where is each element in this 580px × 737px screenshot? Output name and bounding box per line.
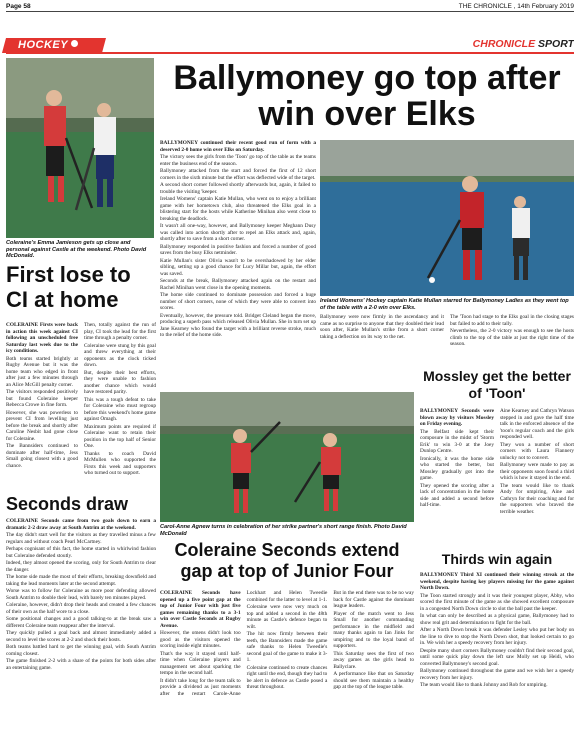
page-header-bar	[6, 2, 574, 12]
first-lose-paragraph: Thanks to coach David McMullen who supported the Firsts this week and supporters who turned out to support.	[84, 450, 156, 476]
main-story-paragraph: It wasn't all one-way, however, and Ballymoney keeper Meghann Dusy was called into action shortly after to repel an Elks attack and, again, shortly after to save from a short corner.	[160, 223, 316, 242]
main-story-paragraph: Ballymoney responded in positive fashion and forced a number of good saves from the busy Elks netminder.	[160, 243, 316, 256]
thirds-lead: BALLYMONEY Third XI continued their winning streak at the weekend, despite having key players missing for the game against North Down.	[420, 572, 574, 591]
coleraine-seconds-paragraph: But in the end there was to be no way back for Castle against the dominant league leaders.	[333, 590, 414, 609]
section-tab-label: HOCKEY	[18, 39, 69, 51]
coleraine-seconds-paragraph: Coleraine continued to create chances right until the end, though they had to be alert in defence as Castle posed a threat throughout.	[246, 664, 328, 690]
main-story-paragraph: Ballymoney attacked from the start and forced the first of 12 short corners in the sixth minute but the effort was deflected wide of the target.	[160, 168, 316, 181]
photo2-caption: Ireland Womens' Hockey captain Katie Mullan starred for Ballymoney Ladies as they went top of the table with a 2-0 win over Elks.	[320, 298, 569, 311]
seconds-draw-lead: COLERAINE Seconds came from two goals down to earn a dramatic 2-2 draw away at South Antrim at the weekend.	[6, 518, 156, 531]
mossley-paragraph: They opened the scoring after a lack of concentration in the home side and added a second before half-time.	[420, 482, 494, 508]
coleraine-seconds-lead: COLERAINE Seconds have opened up a five point gap at the top of Junior Four with just five games remaining thanks to a 3-1 win over Castle Seconds at Rugby Avenue.	[160, 590, 241, 629]
main-story-body	[160, 140, 316, 389]
thirds-paragraph: In what can only be described as a physical game, Ballymoney had to show real grit and determination to fight for the ball.	[420, 613, 574, 626]
photo-katie-mullan	[320, 140, 574, 296]
coleraine-seconds-body	[160, 590, 414, 732]
thirds-headline: Thirds win again	[441, 551, 553, 567]
coleraine-seconds-paragraph: That's the way it stayed until half-time when Coleraine players and management set about sparking the tempo in the second half.	[160, 650, 241, 676]
mossley-paragraph: Ironically, it was the home side who started the better, but Mossley gradually got into the game.	[420, 455, 494, 481]
mossley-paragraph: Ballymoney were made to pay as their opponents soon found a third which is how it stayed in the end.	[500, 462, 574, 481]
first-lose-body	[6, 322, 156, 492]
photo-carol-anne-agnew	[160, 392, 414, 522]
main-story-paragraph: Ireland Womens' captain Katie Mullan, who went on to enjoy a brilliant game with her hometown club, also threatened the Elks goal in a blistering start for the hosts while Katherine Minihan also went close to breaking the deadlock.	[160, 196, 316, 222]
section-brand	[434, 38, 574, 52]
seconds-draw-headline: Seconds draw	[6, 494, 129, 514]
photo1-caption: Coleraine's Emma Jamieson gets up close and personal against Castle at the weekend. Photo David McDonald.	[6, 240, 147, 260]
main-headline: Ballymoney go top after win over Elks	[173, 60, 561, 133]
thirds-body	[420, 572, 574, 732]
main-story-paragraph: The home side continued to dominate possession and forced a huge number of short corners, none of which they were able to convert into scores.	[160, 292, 316, 311]
first-lose-lead: COLERAINE Firsts were back in action this week against CI following an unscheduled free Saturday last week due to the icy conditions.	[6, 322, 78, 354]
main-story-paragraph: Ballymoney were now firmly in the ascendancy and it came as no surprise to anyone that they doubled their lead soon after, Katie Mullan's strike from a short corner taking a deflection on its way to the net.	[320, 314, 444, 340]
hockey-ball-icon	[71, 40, 78, 47]
coleraine-seconds-paragraph: However, the omens didn't look too good as the visitors opened the scoring inside eight minutes.	[160, 630, 241, 649]
first-lose-paragraph: Maximum points are required if Coleraine want to retain their position in the top half of Senior One.	[84, 423, 156, 449]
thirds-paragraph: The team would like to thank Johnny and Rob for umpiring.	[420, 682, 548, 688]
first-lose-paragraph: But, despite their best efforts, they were unable to fashion another chance which would have restored parity.	[84, 369, 156, 395]
main-story-paragraph: The victory sees the girls from the 'Toon' go top of the table as the teams enter the business end of the season.	[160, 154, 316, 167]
mossley-paragraph: The team would like to thank Andy for umpiring, Aine and Cathryn for their coaching and for the supporters who braved the terrible weather.	[500, 482, 574, 515]
photo-katie-mullan-image	[320, 140, 574, 296]
seconds-draw-body	[6, 518, 156, 732]
first-lose-headline: First lose to CI at home	[6, 262, 131, 312]
main-story-paragraph: Seconds at the break, Ballymoney attacked again on the restart and Rachel Minihan went close in the opening moments.	[160, 278, 316, 291]
photo3-caption: Carol-Anne Agnew turns in celebration of her strike partner's short range finish. Photo David McDonald	[160, 524, 407, 537]
coleraine-seconds-paragraph: The hit now firmly between their teeth, the Bannsiders made the game safe thanks to Helen Tweedie's second goal of the game to make it 3-1.	[246, 631, 328, 663]
section-brand-sport: SPORT	[538, 38, 574, 50]
first-lose-paragraph: The Bannsiders continued to dominate after half-time, Jess Small going closest with a good chance.	[6, 443, 78, 469]
thirds-paragraph: Despite many short corners Ballymoney couldn't find their second goal, until some quick play down the left saw Molly set up Heidi, who converted Ballymoney's second goal.	[420, 647, 574, 667]
coleraine-seconds-paragraph: A performance like that on Saturday should see them maintain a healthy gap at the top of the league table.	[333, 671, 414, 690]
seconds-draw-paragraph: Some positional changes and a good talking-to at the break saw a different Coleraine team reappear after the interval.	[6, 616, 156, 629]
seconds-draw-paragraph: Coleraine, however, didn't drop their heads and created a few chances of their own as the half wore to a close.	[6, 602, 156, 615]
main-story-continued	[320, 314, 574, 366]
seconds-draw-paragraph: Indeed, they almost opened the scoring, only for South Antrim to clear the danger.	[6, 560, 156, 573]
mossley-paragraph: They won a number of short corners with Laura Flannery unlucky not to convert.	[500, 441, 574, 461]
first-lose-paragraph: The visitors responded positively but found Coleraine keeper Rebecca Crowe in fine form.	[6, 389, 78, 408]
thirds-paragraph: The Toon started strongly and it was their youngest player, Abby, who scored the first minute of the game as she showed excellent composure in a congested North Down circle to slot the ball past the keeper.	[420, 592, 574, 612]
mossley-paragraph: The Belfast side kept their composure in the midst of 'Storm Erik' to win 3-0 at the Joey Dunlop Centre.	[420, 428, 494, 454]
seconds-draw-paragraph: Perhaps cognisant of this fact, the home started in whirlwind fashion but Coleraine defended stoutly.	[6, 546, 156, 559]
coleraine-seconds-paragraph: Player of the match went to Jess Small for another commanding performance in the midfield and many thanks again to Ian Jinks for umpiring and to the loyal band of supporters.	[333, 610, 414, 649]
coleraine-seconds-headline: Coleraine Seconds extend gap at top of Junior Four	[174, 540, 400, 581]
coleraine-seconds-paragraph: This Saturday sees the first of two away games as the girls head to Ballyclare.	[333, 650, 414, 670]
first-lose-paragraph: Then, totally against the run of play, CI took the lead for the first time through a penalty corner.	[84, 322, 156, 341]
main-story-paragraph: Katie Mullan's sister Olivia wasn't to be overshadowed by her elder sibling, setting up a good chance for Lucy Millar but, again, the effort was saved.	[160, 257, 316, 277]
coleraine-seconds-paragraph: It didn't take long for the team talk to provide a dividend as just moments after the restart Carole-Anne Lockhart and Helen Tweedie combined for the latter to level at 1-1.	[160, 590, 328, 697]
first-lose-paragraph: Both teams started brightly at Rugby Avenue but it was the home team who edged in front after just a few minutes through an Alice McGill penalty corner.	[6, 355, 78, 388]
photo-carol-anne-agnew-image	[160, 392, 414, 522]
section-brand-chronicle: CHRONICLE	[472, 38, 536, 50]
section-tab	[18, 39, 108, 52]
thirds-paragraph: After a North Down break it was defender Lesley who put her body on the line to dive to stop the North Down shot, that looked certain to go in. We wish her a speedy recovery from her injury.	[420, 627, 574, 646]
photo-emma-jamieson-image	[6, 58, 154, 238]
mossley-paragraph: Aine Kearney and Cathryn Watson stepped in and gave the half time talk in the enforced absence of the 'toon's regular coach and the girls responded well.	[500, 408, 574, 440]
thirds-paragraph: Ballymoney continued throughout the game and we wish her a speedy recovery from her injury.	[420, 668, 574, 681]
paper-date: THE CHRONICLE , 14th February 2019	[458, 3, 574, 10]
seconds-draw-paragraph: The home side made the most of their efforts, breaking downfield and taking the lead moments later at the second attempt.	[6, 574, 156, 587]
mossley-lead: BALLYMONEY Seconds were blown away by visitors Mossley on Friday evening.	[420, 408, 494, 427]
page-number: Page 58	[6, 3, 31, 10]
seconds-draw-paragraph: Both teams battled hard to get the winning goal, with South Antrim coming closest.	[6, 644, 156, 657]
main-story-paragraph: The 'Toon had stage to the Elks goal in the closing stages but failed to add to their tally.	[450, 314, 574, 327]
photo-emma-jamieson	[6, 58, 154, 238]
first-lose-paragraph: However, she was powerless to prevent CI from levelling just before the break and shortly after Caroline Nesbit had gone close for Coleraine.	[6, 409, 78, 442]
main-story-paragraph: Eventually, however, the pressure told. Bridget Cleland began the move, producing a superb pass which released Olivia Mullan. She in turn set up Jane Kearney who found the target with a brilliant reverse stroke, much to the relief of the home side.	[160, 312, 316, 338]
coleraine-seconds-paragraph: Coleraine were now very much on top and added a second in the 48th minute as Castle's defence began to wilt.	[246, 604, 328, 630]
header-divider	[6, 52, 574, 54]
main-story-lead: BALLYMONEY continued their recent good run of form with a deserved 2-0 home win over Elks on Saturday.	[160, 140, 316, 153]
seconds-draw-paragraph: The game finished 2-2 with a share of the points for both sides after an entertaining game.	[6, 658, 156, 671]
seconds-draw-paragraph: Worse was to follow for Coleraine as more poor defending allowed South Antrim to double their lead, with barely ten minutes played.	[6, 588, 156, 601]
main-story-paragraph: Nevertheless, the 2-0 victory was enough to see the hosts climb to the top of the table at just the right time of the season.	[450, 328, 574, 347]
first-lose-paragraph: Coleraine were stung by this goal and threw everything at their opponents as the clock ticked down.	[84, 342, 156, 368]
mossley-body	[420, 408, 574, 548]
seconds-draw-paragraph: They quickly pulled a goal back and almost immediately added a second to level the scores at 2-2 and shock their hosts.	[6, 630, 156, 643]
first-lose-paragraph: This was a tough defeat to take for Coleraine who must regroup before this weekend's home game against Omagh.	[84, 396, 156, 422]
mossley-headline: Mossley get the better of 'Toon'	[423, 368, 571, 401]
seconds-draw-paragraph: The day didn't start well for the visitors as they travelled minus a few regulars and without coach Pearl McCartney.	[6, 532, 156, 545]
main-story-paragraph: A second short corner followed shortly afterwards but, again, it failed to trouble the visiting 'keeper.	[160, 182, 316, 195]
